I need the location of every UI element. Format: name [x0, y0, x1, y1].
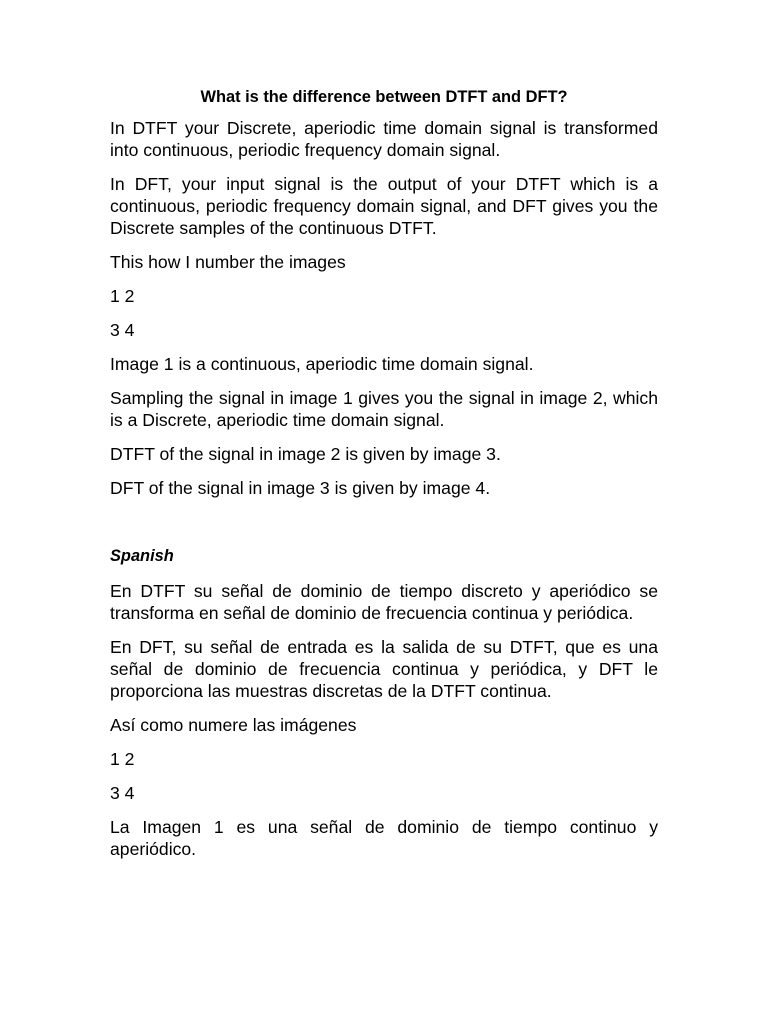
spanish-paragraph-1: En DTFT su señal de dominio de tiempo discreto y aperiódico se transforma en señal de dominio de frecuencia continua y periódica. — [110, 581, 658, 623]
spanish-paragraph-4: La Imagen 1 es una señal de dominio de tiempo continuo y aperiódico. — [110, 817, 658, 859]
english-paragraph-4: Image 1 is a continuous, aperiodic time domain signal. — [110, 354, 534, 374]
english-paragraph-7: DFT of the signal in image 3 is given by image 4. — [110, 478, 491, 498]
english-paragraph-1: In DTFT your Discrete, aperiodic time domain signal is transformed into continuous, periodic frequency domain signal. — [110, 118, 658, 160]
spanish-paragraph-3: Así como numere las imágenes — [110, 715, 357, 735]
english-paragraph-2: In DFT, your input signal is the output of your DTFT which is a continuous, periodic frequency domain signal, and DFT gives you the Discrete samples of the continuous DTFT. — [110, 174, 658, 238]
english-paragraph-5: Sampling the signal in image 1 gives you the signal in image 2, which is a Discrete, aperiodic time domain signal. — [110, 388, 658, 430]
spanish-heading: Spanish — [110, 547, 174, 565]
spanish-image-row-2: 3 4 — [110, 783, 135, 803]
english-paragraph-3: This how I number the images — [110, 252, 346, 272]
spanish-image-row-1: 1 2 — [110, 749, 135, 769]
document-page — [110, 86, 658, 872]
english-image-row-1: 1 2 — [110, 286, 135, 306]
spanish-paragraph-2: En DFT, su señal de entrada es la salida de su DTFT, que es una señal de dominio de frecuencia continua y periódica, y DFT le proporciona las muestras discretas de la DTFT continua. — [110, 637, 658, 701]
section-spacer — [110, 511, 658, 545]
english-image-row-2: 3 4 — [110, 320, 135, 340]
document-title: What is the difference between DTFT and DFT? — [200, 88, 568, 106]
english-paragraph-6: DTFT of the signal in image 2 is given by image 3. — [110, 444, 501, 464]
